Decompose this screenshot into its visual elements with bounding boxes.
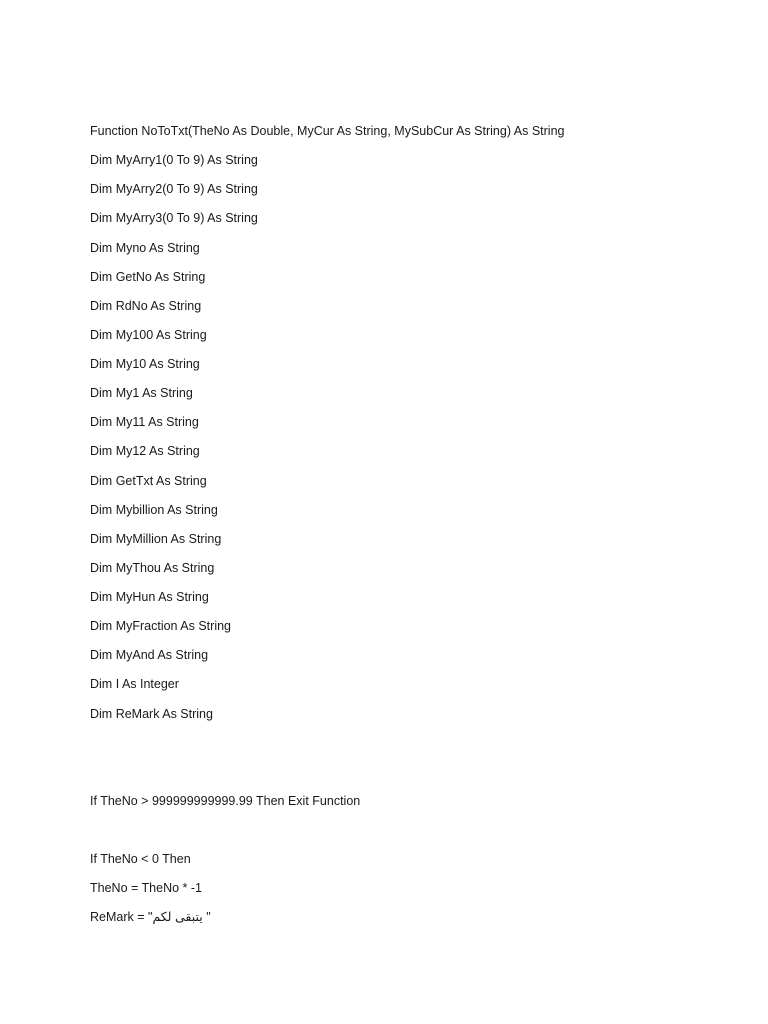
code-line-dim-getno: Dim GetNo As String bbox=[90, 270, 206, 284]
code-line-dim-my100: Dim My100 As String bbox=[90, 328, 207, 342]
code-line-dim-rdno: Dim RdNo As String bbox=[90, 299, 202, 313]
code-line-if-max-exit: If TheNo > 999999999999.99 Then Exit Function bbox=[90, 794, 361, 808]
code-line-function-declaration: Function NoToTxt(TheNo As Double, MyCur As String, MySubCur As String) As String bbox=[90, 124, 565, 138]
code-line-dim-mythou: Dim MyThou As String bbox=[90, 561, 215, 575]
code-line-dim-myarry3: Dim MyArry3(0 To 9) As String bbox=[90, 211, 258, 225]
code-line-dim-my12: Dim My12 As String bbox=[90, 444, 200, 458]
code-line-set-remark: ReMark = "يتبقى لكم " bbox=[90, 910, 211, 924]
code-line-dim-myarry2: Dim MyArry2(0 To 9) As String bbox=[90, 182, 258, 196]
code-line-if-negative: If TheNo < 0 Then bbox=[90, 852, 191, 866]
code-line-dim-myarry1: Dim MyArry1(0 To 9) As String bbox=[90, 153, 258, 167]
code-line-dim-mymillion: Dim MyMillion As String bbox=[90, 532, 222, 546]
code-line-dim-i: Dim I As Integer bbox=[90, 677, 179, 691]
code-line-negate-theno: TheNo = TheNo * -1 bbox=[90, 881, 202, 895]
code-line-dim-gettxt: Dim GetTxt As String bbox=[90, 474, 207, 488]
code-line-dim-my10: Dim My10 As String bbox=[90, 357, 200, 371]
code-line-dim-myand: Dim MyAnd As String bbox=[90, 648, 209, 662]
code-line-dim-mybillion: Dim Mybillion As String bbox=[90, 503, 218, 517]
code-line-dim-myfraction: Dim MyFraction As String bbox=[90, 619, 232, 633]
code-line-dim-myhun: Dim MyHun As String bbox=[90, 590, 209, 604]
code-line-dim-myno: Dim Myno As String bbox=[90, 241, 200, 255]
code-line-dim-remark: Dim ReMark As String bbox=[90, 707, 213, 721]
code-line-dim-my1: Dim My1 As String bbox=[90, 386, 193, 400]
code-line-dim-my11: Dim My11 As String bbox=[90, 415, 199, 429]
